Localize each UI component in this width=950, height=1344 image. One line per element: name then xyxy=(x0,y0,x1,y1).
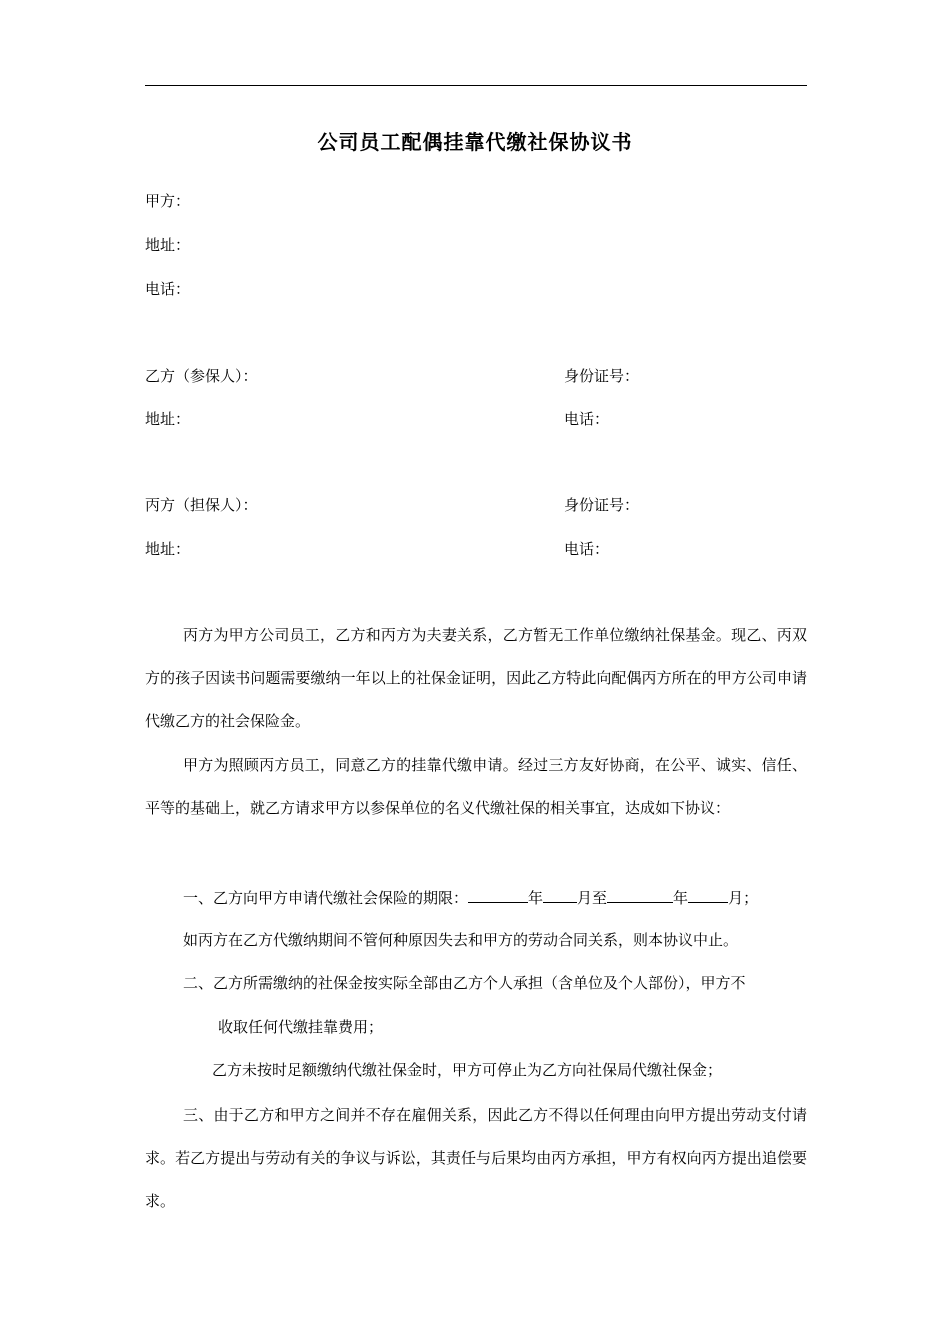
party-a-address-label: 地址： xyxy=(145,236,191,254)
start-year-blank xyxy=(468,886,528,903)
clause-1 xyxy=(145,886,758,908)
party-b-name-label: 乙方（参保人）： xyxy=(145,367,258,385)
party-b-phone-label: 电话： xyxy=(564,410,610,428)
start-month-label: 月至 xyxy=(577,889,608,907)
party-b-address-label: 地址： xyxy=(145,410,191,428)
clause-1-note: 如丙方在乙方代缴纳期间不管何种原因失去和甲方的劳动合同关系，则本协议中止。 xyxy=(183,931,739,949)
start-month-blank xyxy=(543,886,577,903)
header-rule xyxy=(145,85,807,86)
party-c-address-label: 地址： xyxy=(145,540,191,558)
clause-2-note: 乙方未按时足额缴纳代缴社保金时，甲方可停止为乙方向社保局代缴社保金； xyxy=(212,1061,723,1079)
paragraph-agreement: 甲方为照顾丙方员工，同意乙方的挂靠代缴申请。经过三方友好协商，在公平、诚实、信任、平等的基础上，就乙方请求甲方以参保单位的名义代缴社保的相关事宜，达成如下协议： xyxy=(145,756,807,817)
end-month-label: 月； xyxy=(728,889,759,907)
party-c-id-label: 身份证号： xyxy=(564,496,640,514)
clause-2-line-2: 收取任何代缴挂靠费用； xyxy=(218,1018,384,1036)
start-year-label: 年 xyxy=(528,889,544,907)
party-b-id-label: 身份证号： xyxy=(564,367,640,385)
party-a-phone-label: 电话： xyxy=(145,280,191,298)
clause-3: 三、由于乙方和甲方之间并不存在雇佣关系，因此乙方不得以任何理由向甲方提出劳动支付请求。若乙方提出与劳动有关的争议与诉讼，其责任与后果均由丙方承担，甲方有权向丙方提出追偿要求。 xyxy=(145,1106,807,1210)
paragraph-background: 丙方为甲方公司员工，乙方和丙方为夫妻关系，乙方暂无工作单位缴纳社保基金。现乙、丙双方的孩子因读书问题需要缴纳一年以上的社保金证明，因此乙方特此向配偶丙方所在的甲方公司申请代缴乙方的社会保险金。 xyxy=(145,626,807,730)
document-title: 公司员工配偶挂靠代缴社保协议书 xyxy=(317,130,633,154)
end-year-blank xyxy=(607,886,673,903)
end-year-label: 年 xyxy=(673,889,689,907)
party-c-name-label: 丙方（担保人）： xyxy=(145,496,258,514)
end-month-blank xyxy=(688,886,728,903)
clause-2-line-1: 二、乙方所需缴纳的社保金按实际全部由乙方个人承担（含单位及个人部份），甲方不 xyxy=(183,974,746,992)
party-c-phone-label: 电话： xyxy=(564,540,610,558)
clause-1-prefix: 一、乙方向甲方申请代缴社会保险的期限： xyxy=(183,889,469,907)
party-a-name-label: 甲方： xyxy=(145,192,191,210)
